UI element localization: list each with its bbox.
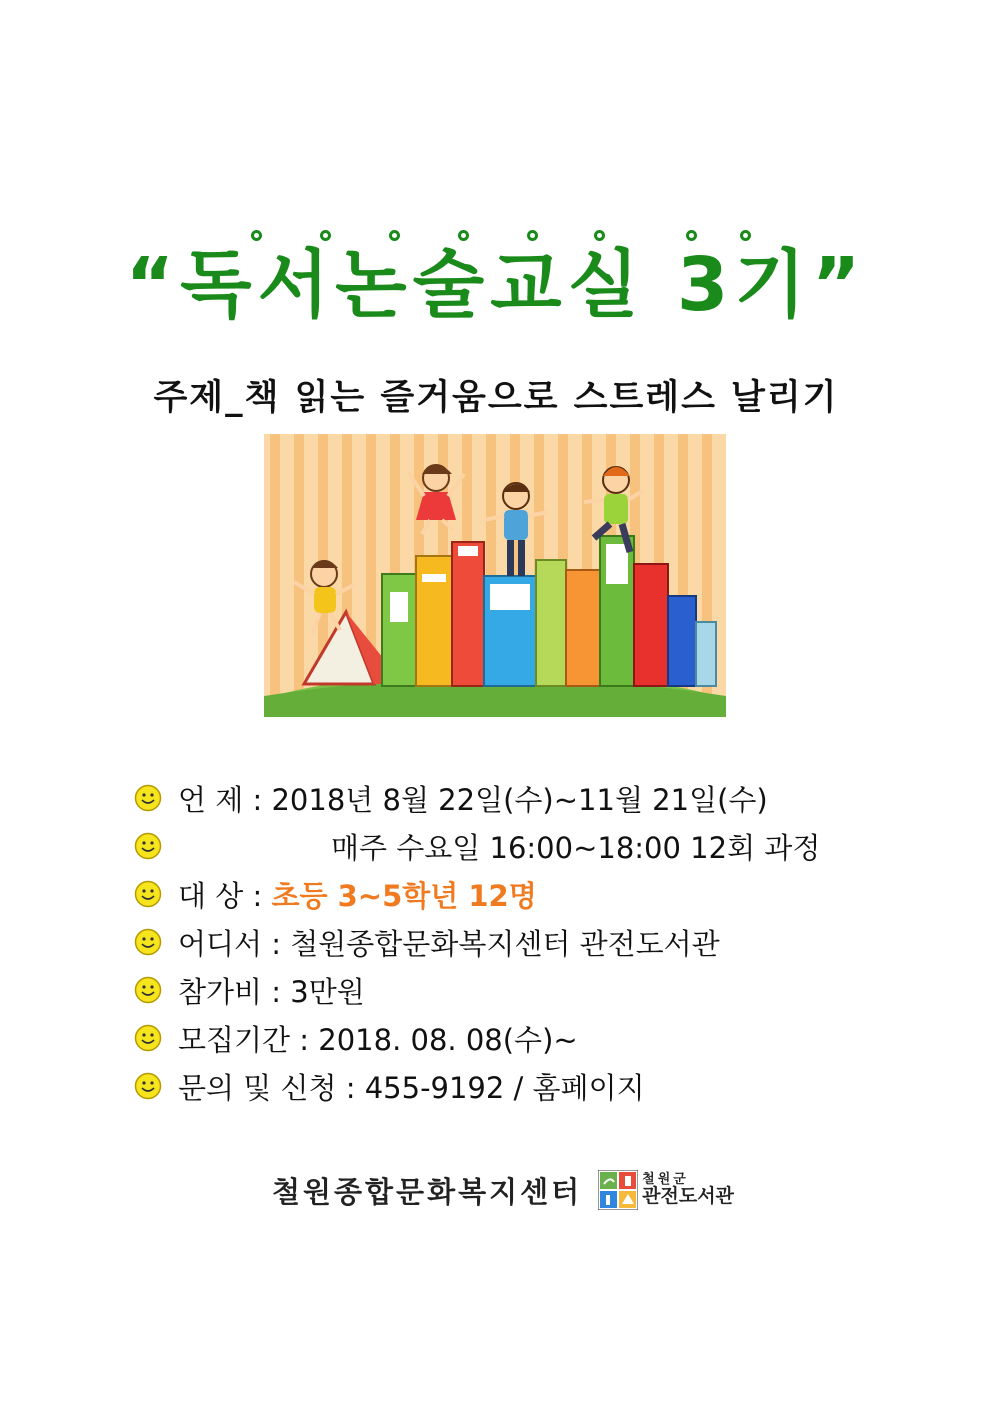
title-text: “독서논술교실 3기” xyxy=(125,242,867,328)
logo-county: 철원군 xyxy=(642,1172,689,1188)
detail-label: 모집기간 : xyxy=(178,1022,310,1057)
detail-value: 철원종합문화복지센터 관전도서관 xyxy=(290,926,720,961)
library-logo-icon xyxy=(598,1170,638,1210)
detail-row-recruit-period xyxy=(134,1014,820,1062)
detail-label: 참가비 : xyxy=(178,974,282,1009)
smiley-icon xyxy=(134,976,162,1004)
detail-row-target xyxy=(134,870,820,918)
detail-value: 2018. 08. 08(수)~ xyxy=(318,1022,578,1057)
detail-label: 대 상 : xyxy=(178,878,263,913)
detail-row-contact xyxy=(134,1062,820,1110)
smiley-icon xyxy=(134,1024,162,1052)
emphasis-dot xyxy=(527,230,538,241)
event-details xyxy=(134,774,820,1110)
smiley-icon xyxy=(134,928,162,956)
emphasis-dot xyxy=(389,230,400,241)
detail-label: 언 제 : xyxy=(178,782,263,817)
emphasis-dot xyxy=(320,230,331,241)
organizer-name: 철원종합문화복지센터 xyxy=(272,1174,583,1209)
detail-row-when xyxy=(134,774,820,822)
emphasis-dot xyxy=(740,230,751,241)
detail-value-highlight: 초등 3~5학년 12명 xyxy=(271,878,537,913)
smiley-icon xyxy=(134,880,162,908)
detail-value: 3만원 xyxy=(290,974,365,1009)
emphasis-dot xyxy=(686,230,697,241)
library-logo xyxy=(598,1170,734,1210)
detail-row-fee xyxy=(134,966,820,1014)
title-emphasis-dots xyxy=(0,218,992,248)
detail-value: 455-9192 / 홈페이지 xyxy=(364,1070,645,1105)
detail-row-schedule xyxy=(134,822,820,870)
smiley-icon xyxy=(134,832,162,860)
subtitle: 주제_책 읽는 즐거움으로 스트레스 날리기 xyxy=(153,378,839,418)
detail-value: 매주 수요일 16:00~18:00 12회 과정 xyxy=(331,830,821,865)
detail-label: 어디서 : xyxy=(178,926,282,961)
detail-row-where xyxy=(134,918,820,966)
detail-label: 문의 및 신청 : xyxy=(178,1070,356,1105)
logo-library-name: 관전도서관 xyxy=(642,1184,734,1207)
emphasis-dot xyxy=(594,230,605,241)
footer xyxy=(272,1165,734,1215)
emphasis-dot xyxy=(458,230,469,241)
illustration-svg xyxy=(264,434,726,717)
detail-value: 2018년 8월 22일(수)~11월 21일(수) xyxy=(271,782,768,817)
emphasis-dot xyxy=(251,230,262,241)
smiley-icon xyxy=(134,1072,162,1100)
children-on-books-illustration xyxy=(264,434,726,717)
smiley-icon xyxy=(134,784,162,812)
logo-text xyxy=(642,1173,734,1207)
